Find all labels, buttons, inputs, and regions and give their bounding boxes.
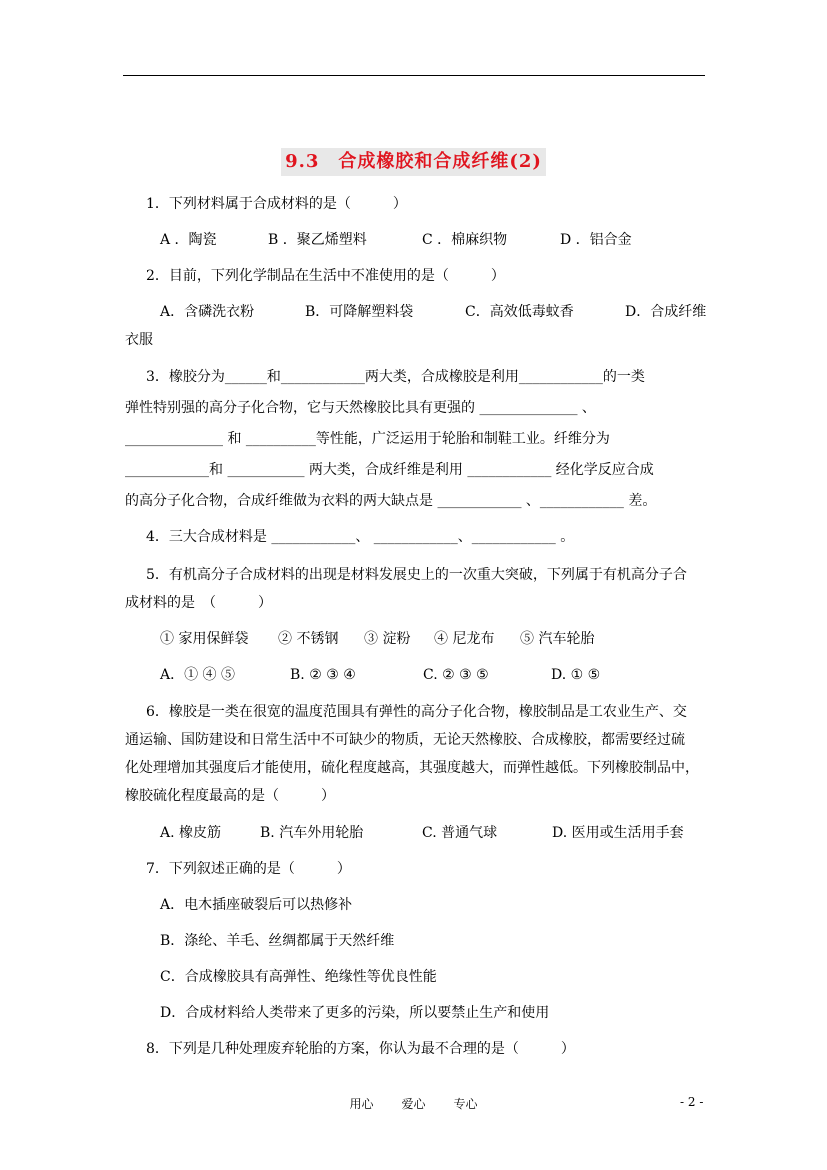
question-5-items — [125, 625, 707, 653]
page-title: 9.3 合成橡胶和合成纤维(2) — [281, 148, 546, 176]
question-3 — [125, 362, 707, 517]
page-title-wrap — [0, 148, 827, 176]
option-a: A．含磷洗衣粉 — [160, 304, 255, 320]
question-5-options — [125, 661, 707, 689]
item-4: ④ 尼龙布 — [434, 631, 495, 647]
option-d: D. ① ⑤ — [551, 667, 601, 683]
footer-word: 爱心 — [401, 1097, 426, 1111]
question-3-line-2: 弹性特别强的高分子化合物，它与天然橡胶比具有更强的 ______________ 、 — [125, 400, 596, 416]
item-1: ① 家用保鲜袋 — [160, 631, 249, 647]
page-number: - 2 - — [680, 1095, 704, 1109]
option-c: C ．棉麻织物 — [422, 232, 508, 248]
question-6-line-2: 通运输、国防建设和日常生活中不可缺少的物质，无论天然橡胶、合成橡胶，都需要经过硫 — [125, 732, 685, 748]
question-6 — [125, 698, 707, 847]
question-content — [125, 190, 707, 1063]
option-c: C．合成橡胶具有高弹性、绝缘性等优良性能 — [160, 969, 437, 985]
question-6-options — [125, 819, 707, 847]
option-b: B. ② ③ ④ — [290, 667, 356, 683]
option-c: C. ② ③ ⑤ — [423, 667, 489, 683]
option-d: D. 医用或生活用手套 — [552, 825, 684, 841]
question-8 — [125, 1035, 707, 1063]
option-b: B ．聚乙烯塑料 — [268, 232, 367, 248]
question-1-stem: 1．下列材料属于合成材料的是（ ） — [146, 196, 407, 212]
question-1 — [125, 190, 707, 254]
question-3-line-1: 3．橡胶分为______和____________两大类，合成橡胶是利用____________的一类 — [146, 369, 645, 385]
option-d: D．合成材料给人类带来了更多的污染，所以要禁止生产和使用 — [160, 1005, 550, 1021]
option-b: B．涤纶、羊毛、丝绸都属于天然纤维 — [160, 933, 395, 949]
question-5-line-2: 成材料的是 （ ） — [125, 595, 272, 611]
question-4 — [125, 523, 707, 551]
question-7-stem: 7．下列叙述正确的是（ ） — [146, 861, 351, 877]
item-2: ② 不锈钢 — [278, 631, 339, 647]
option-d: D．合成纤维 — [625, 304, 707, 320]
question-1-options — [125, 226, 707, 254]
option-b: B. 汽车外用轮胎 — [260, 825, 364, 841]
footer-word: 专心 — [453, 1097, 478, 1111]
question-2-wrap: 衣服 — [125, 332, 153, 348]
option-a: A ．陶瓷 — [160, 232, 217, 248]
footer-word: 用心 — [349, 1097, 374, 1111]
header-rule — [123, 75, 705, 76]
question-2-stem: 2．目前，下列化学制品在生活中不准使用的是（ ） — [146, 268, 505, 284]
question-3-line-5: 的高分子化合物，合成纤维做为衣料的两大缺点是 ____________ 、____________ 差。 — [125, 493, 657, 509]
question-4-stem: 4．三大合成材料是 ____________、 ____________、____________ 。 — [146, 529, 575, 545]
question-8-stem: 8．下列是几种处理废弃轮胎的方案，你认为最不合理的是（ ） — [146, 1041, 575, 1057]
option-c: C．高效低毒蚊香 — [465, 304, 574, 320]
question-5 — [125, 561, 707, 689]
option-d: D ．铝合金 — [560, 232, 632, 248]
option-a: A．① ④ ⑤ — [160, 667, 236, 683]
question-7 — [125, 855, 707, 1027]
question-3-line-4: ____________和 ___________ 两大类，合成纤维是利用 ____________ 经化学反应合成 — [125, 462, 654, 478]
question-6-line-4: 橡胶硫化程度最高的是（ ） — [125, 788, 335, 804]
question-6-line-1: 6．橡胶是一类在很宽的温度范围具有弹性的高分子化合物，橡胶制品是工农业生产、交 — [146, 704, 687, 720]
question-2-options — [125, 298, 707, 326]
question-3-line-3: ______________ 和 __________等性能，广泛运用于轮胎和制鞋工业。纤维分为 — [125, 431, 610, 447]
question-6-line-3: 化处理增加其强度后才能使用，硫化程度越高，其强度越大，而弹性越低。下列橡胶制品中， — [125, 760, 699, 776]
question-5-line-1: 5．有机高分子合成材料的出现是材料发展史上的一次重大突破，下列属于有机高分子合 — [146, 567, 687, 583]
item-3: ③ 淀粉 — [364, 631, 411, 647]
item-5: ⑤ 汽车轮胎 — [520, 631, 595, 647]
option-a: A．电木插座破裂后可以热修补 — [160, 897, 353, 913]
option-b: B．可降解塑料袋 — [305, 304, 414, 320]
option-c: C. 普通气球 — [422, 825, 498, 841]
option-a: A. 橡皮筋 — [160, 825, 222, 841]
question-2 — [125, 262, 707, 354]
